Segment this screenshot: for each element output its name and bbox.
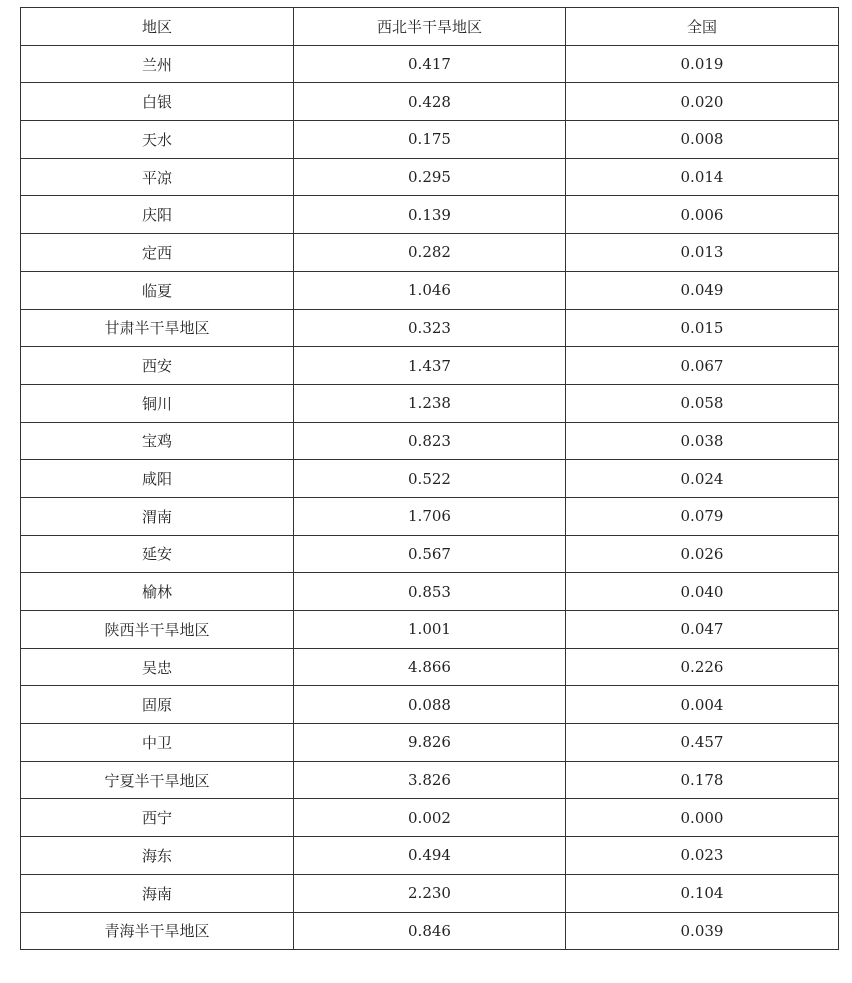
northwest-value-cell <box>294 573 566 611</box>
national-value-cell-text: 0.008 <box>680 130 724 149</box>
table-row <box>21 158 839 196</box>
national-value-cell <box>566 874 839 912</box>
national-value-cell <box>566 573 839 611</box>
northwest-value-cell-text: 0.139 <box>408 205 451 224</box>
table-row <box>21 347 839 385</box>
national-value-cell <box>566 271 839 309</box>
region-cell-text: 中卫 <box>141 733 172 752</box>
national-value-cell-text: 0.014 <box>680 168 724 187</box>
national-value-cell <box>566 686 839 724</box>
northwest-value-cell-text: 2.230 <box>408 884 451 903</box>
northwest-value-cell <box>294 912 566 950</box>
northwest-value-cell <box>294 686 566 724</box>
region-cell-text: 铜川 <box>141 394 172 413</box>
region-cell <box>21 686 294 724</box>
region-cell-text: 陕西半干旱地区 <box>104 620 210 639</box>
national-value-cell <box>566 611 839 649</box>
table-row <box>21 271 839 309</box>
northwest-value-cell <box>294 874 566 912</box>
region-cell <box>21 611 294 649</box>
northwest-value-cell-text: 1.001 <box>408 620 451 639</box>
northwest-value-cell-text: 0.323 <box>408 318 451 337</box>
northwest-value-cell <box>294 121 566 159</box>
table-row <box>21 121 839 159</box>
region-cell-text: 平凉 <box>141 168 172 187</box>
region-cell-text: 渭南 <box>141 507 172 526</box>
national-value-cell-text: 0.000 <box>680 808 724 827</box>
region-cell <box>21 196 294 234</box>
region-cell-text: 咸阳 <box>141 470 172 489</box>
region-cell <box>21 912 294 950</box>
national-value-cell-text: 0.026 <box>680 544 724 563</box>
region-cell <box>21 497 294 535</box>
table-row <box>21 837 839 875</box>
national-value-cell <box>566 422 839 460</box>
national-value-cell-text: 0.058 <box>680 394 724 413</box>
region-cell-text: 兰州 <box>141 55 172 74</box>
national-value-cell <box>566 460 839 498</box>
northwest-value-cell-text: 1.706 <box>408 507 451 526</box>
table-row <box>21 196 839 234</box>
national-value-cell <box>566 837 839 875</box>
national-value-cell <box>566 535 839 573</box>
northwest-value-cell-text: 0.846 <box>408 921 451 940</box>
table-row <box>21 799 839 837</box>
northwest-value-cell-text: 0.002 <box>408 808 451 827</box>
northwest-value-cell-text: 1.437 <box>408 356 451 375</box>
national-value-cell <box>566 309 839 347</box>
national-value-cell <box>566 724 839 762</box>
national-value-cell-text: 0.039 <box>680 921 724 940</box>
national-value-cell <box>566 121 839 159</box>
national-value-cell <box>566 234 839 272</box>
northwest-value-cell <box>294 611 566 649</box>
national-value-cell-text: 0.047 <box>680 620 724 639</box>
northwest-value-cell <box>294 837 566 875</box>
northwest-value-cell <box>294 271 566 309</box>
national-value-cell-text: 0.013 <box>680 243 724 262</box>
header-national-label: 全国 <box>686 17 717 36</box>
national-value-cell <box>566 799 839 837</box>
northwest-value-cell <box>294 234 566 272</box>
region-cell <box>21 83 294 121</box>
region-cell <box>21 121 294 159</box>
header-northwest <box>294 8 566 46</box>
header-row <box>21 8 839 46</box>
national-value-cell <box>566 196 839 234</box>
region-cell-text: 西宁 <box>141 809 172 828</box>
table-row <box>21 686 839 724</box>
table-row <box>21 45 839 83</box>
table-row <box>21 912 839 950</box>
region-cell <box>21 309 294 347</box>
northwest-value-cell-text: 0.282 <box>408 243 451 262</box>
northwest-value-cell <box>294 158 566 196</box>
header-national <box>566 8 839 46</box>
national-value-cell-text: 0.178 <box>680 771 724 790</box>
table-row <box>21 83 839 121</box>
northwest-value-cell-text: 1.238 <box>408 394 451 413</box>
national-value-cell-text: 0.015 <box>680 318 724 337</box>
region-cell <box>21 384 294 422</box>
region-cell-text: 宁夏半干旱地区 <box>104 771 210 790</box>
region-cell-text: 白银 <box>141 93 172 112</box>
header-region-label: 地区 <box>141 17 172 36</box>
table-row <box>21 874 839 912</box>
table-row <box>21 535 839 573</box>
national-value-cell <box>566 761 839 799</box>
northwest-value-cell <box>294 347 566 385</box>
northwest-value-cell-text: 0.567 <box>408 544 451 563</box>
region-cell-text: 延安 <box>141 545 172 564</box>
northwest-value-cell-text: 0.853 <box>408 582 451 601</box>
national-value-cell <box>566 347 839 385</box>
region-cell-text: 海东 <box>141 846 172 865</box>
national-value-cell-text: 0.024 <box>680 469 724 488</box>
northwest-value-cell <box>294 724 566 762</box>
northwest-value-cell-text: 4.866 <box>408 658 451 677</box>
northwest-value-cell <box>294 497 566 535</box>
table-row <box>21 724 839 762</box>
region-cell-text: 天水 <box>141 130 172 149</box>
national-value-cell <box>566 83 839 121</box>
region-cell <box>21 573 294 611</box>
region-cell <box>21 761 294 799</box>
national-value-cell-text: 0.226 <box>680 658 724 677</box>
national-value-cell-text: 0.004 <box>680 695 724 714</box>
table-row <box>21 648 839 686</box>
region-cell-text: 临夏 <box>141 281 172 300</box>
national-value-cell-text: 0.049 <box>680 281 724 300</box>
northwest-value-cell-text: 0.295 <box>408 168 451 187</box>
national-value-cell-text: 0.457 <box>680 733 724 752</box>
northwest-value-cell-text: 3.826 <box>408 771 451 790</box>
table-body <box>21 45 839 950</box>
northwest-value-cell <box>294 648 566 686</box>
region-cell <box>21 874 294 912</box>
northwest-value-cell <box>294 196 566 234</box>
table-row <box>21 234 839 272</box>
region-cell <box>21 234 294 272</box>
northwest-value-cell <box>294 535 566 573</box>
region-cell-text: 定西 <box>141 243 172 262</box>
northwest-value-cell <box>294 45 566 83</box>
northwest-value-cell <box>294 460 566 498</box>
region-cell <box>21 648 294 686</box>
northwest-value-cell <box>294 761 566 799</box>
data-table <box>20 7 839 950</box>
national-value-cell-text: 0.067 <box>680 356 724 375</box>
national-value-cell-text: 0.104 <box>680 884 724 903</box>
region-cell-text: 庆阳 <box>141 206 172 225</box>
region-cell <box>21 347 294 385</box>
national-value-cell <box>566 384 839 422</box>
table-row <box>21 611 839 649</box>
northwest-value-cell-text: 0.522 <box>408 469 451 488</box>
region-cell <box>21 837 294 875</box>
northwest-value-cell-text: 0.175 <box>408 130 451 149</box>
region-cell-text: 西安 <box>141 357 172 376</box>
national-value-cell <box>566 648 839 686</box>
table-row <box>21 761 839 799</box>
table-row <box>21 497 839 535</box>
header-northwest-label: 西北半干旱地区 <box>376 17 482 36</box>
national-value-cell-text: 0.038 <box>680 431 724 450</box>
table-row <box>21 460 839 498</box>
northwest-value-cell <box>294 799 566 837</box>
northwest-value-cell-text: 0.823 <box>408 431 451 450</box>
region-cell <box>21 460 294 498</box>
table-row <box>21 573 839 611</box>
northwest-value-cell-text: 0.494 <box>408 846 451 865</box>
region-cell-text: 甘肃半干旱地区 <box>104 319 210 338</box>
northwest-value-cell-text: 1.046 <box>408 281 451 300</box>
northwest-value-cell-text: 0.417 <box>408 55 451 74</box>
region-cell <box>21 799 294 837</box>
region-cell-text: 海南 <box>141 884 172 903</box>
northwest-value-cell-text: 0.428 <box>408 92 451 111</box>
region-cell-text: 青海半干旱地区 <box>104 922 210 941</box>
national-value-cell-text: 0.023 <box>680 846 724 865</box>
region-cell <box>21 45 294 83</box>
header-region <box>21 8 294 46</box>
northwest-value-cell <box>294 309 566 347</box>
table-row <box>21 422 839 460</box>
national-value-cell <box>566 158 839 196</box>
region-cell <box>21 271 294 309</box>
region-cell <box>21 158 294 196</box>
national-value-cell-text: 0.020 <box>680 92 724 111</box>
national-value-cell <box>566 497 839 535</box>
table-row <box>21 384 839 422</box>
table-row <box>21 309 839 347</box>
national-value-cell-text: 0.019 <box>680 55 724 74</box>
national-value-cell-text: 0.040 <box>680 582 724 601</box>
northwest-value-cell <box>294 422 566 460</box>
region-cell-text: 榆林 <box>141 583 172 602</box>
region-cell-text: 固原 <box>141 696 172 715</box>
national-value-cell-text: 0.079 <box>680 507 724 526</box>
region-cell <box>21 724 294 762</box>
national-value-cell <box>566 45 839 83</box>
region-cell-text: 吴忠 <box>141 658 172 677</box>
region-cell-text: 宝鸡 <box>141 432 172 451</box>
national-value-cell-text: 0.006 <box>680 205 724 224</box>
northwest-value-cell-text: 0.088 <box>408 695 451 714</box>
northwest-value-cell <box>294 83 566 121</box>
national-value-cell <box>566 912 839 950</box>
region-cell <box>21 422 294 460</box>
region-cell <box>21 535 294 573</box>
northwest-value-cell <box>294 384 566 422</box>
northwest-value-cell-text: 9.826 <box>408 733 451 752</box>
